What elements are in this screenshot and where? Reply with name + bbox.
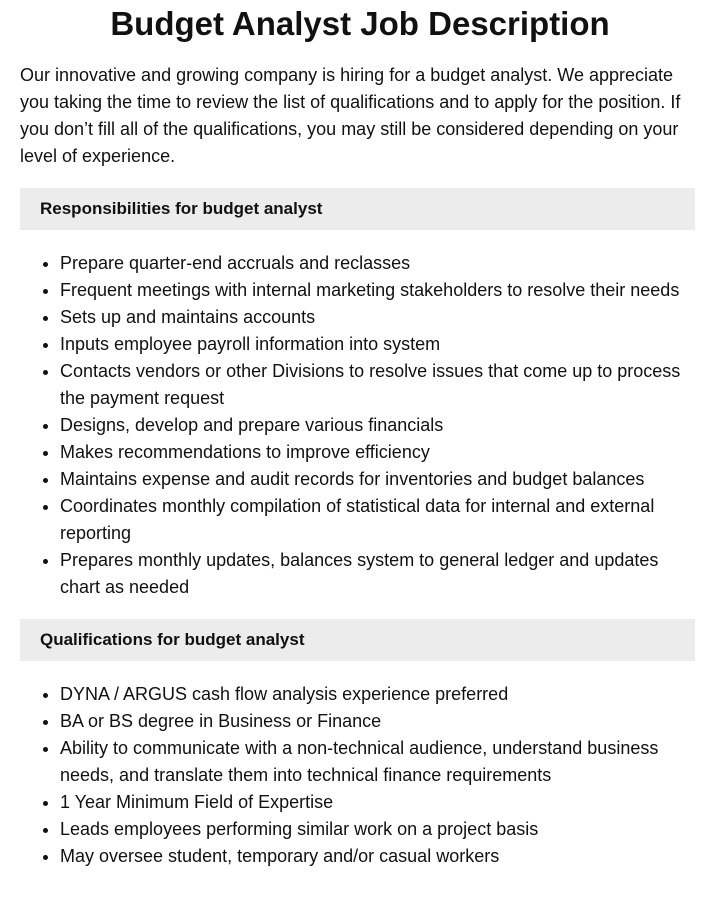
page-title: Budget Analyst Job Description	[110, 5, 610, 42]
qualifications-heading: Qualifications for budget analyst	[20, 619, 695, 661]
list-item: • Makes recommendations to improve efficiency	[60, 439, 700, 466]
list-item: • Coordinates monthly compilation of statistical data for internal and external reporting	[60, 493, 700, 547]
list-item: • Inputs employee payroll information into system	[60, 331, 700, 358]
responsibilities-heading: Responsibilities for budget analyst	[20, 188, 695, 230]
list-item: • BA or BS degree in Business or Finance	[60, 708, 700, 735]
list-item: • DYNA / ARGUS cash flow analysis experience preferred	[60, 681, 700, 708]
qualifications-list	[20, 681, 700, 870]
list-item: • Contacts vendors or other Divisions to resolve issues that come up to process the payment request	[60, 358, 700, 412]
list-item: • Maintains expense and audit records for inventories and budget balances	[60, 466, 700, 493]
list-item: • Leads employees performing similar work on a project basis	[60, 816, 700, 843]
list-item: • Frequent meetings with internal marketing stakeholders to resolve their needs	[60, 277, 700, 304]
list-item: • 1 Year Minimum Field of Expertise	[60, 789, 700, 816]
list-item: • Prepares monthly updates, balances system to general ledger and updates chart as needed	[60, 547, 700, 601]
intro-text: Our innovative and growing company is hiring for a budget analyst. We appreciate you taking the time to review the list of qualifications and to apply for the position. If you don’t fill all of the qualifications, you may still be considered depending on your level of experience.	[20, 65, 681, 166]
list-item: • Sets up and maintains accounts	[60, 304, 700, 331]
list-item: • Ability to communicate with a non-technical audience, understand business needs, and translate them into technical finance requirements	[60, 735, 700, 789]
list-item: • Prepare quarter-end accruals and reclasses	[60, 250, 700, 277]
responsibilities-list	[20, 250, 700, 601]
list-item: • May oversee student, temporary and/or casual workers	[60, 843, 700, 870]
list-item: • Designs, develop and prepare various financials	[60, 412, 700, 439]
